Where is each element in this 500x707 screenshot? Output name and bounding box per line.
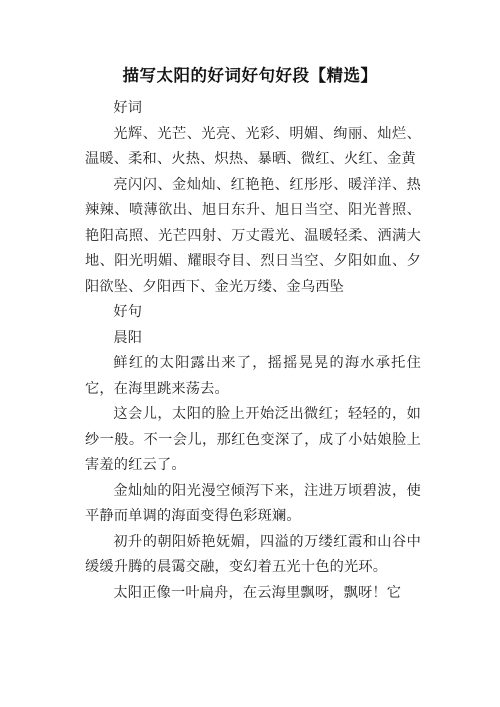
paragraph-sentence-4: 初升的朝阳娇艳妩媚，四溢的万缕红霞和山谷中缓缓升腾的晨霭交融，变幻着五光十色的光环。 <box>85 533 421 575</box>
subsection-heading-morning-sun: 晨阳 <box>113 329 143 346</box>
section-heading-good-sentences: 好句 <box>113 304 143 320</box>
paragraph-sentence-3: 金灿灿的阳光漫空倾泻下来，注进万顷碧波，使平静而单调的海面变得色彩斑斓。 <box>85 482 421 524</box>
paragraph-sentence-1: 鲜红的太阳露出来了，摇摇晃晃的海水承托住它，在海里跳来荡去。 <box>85 355 421 397</box>
paragraph-words-phrases: 亮闪闪、金灿灿、红艳艳、红彤彤、暖洋洋、热辣辣、喷薄欲出、旭日东升、旭日当空、阳光普照、艳阳高照、光芒四射、万丈霞光、温暖轻柔、洒满大地、阳光明媚、耀眼夺目、烈日当空、夕阳如血、夕阳欲坠、夕阳西下、金光万缕、金乌西坠 <box>85 176 421 295</box>
paragraph-sentence-2: 这会儿，太阳的脸上开始泛出微红；轻轻的，如纱一般。不一会儿，那红色变深了，成了小姑娘脸上害羞的红云了。 <box>85 406 421 473</box>
paragraph-sentence-5: 太阳正像一叶扁舟，在云海里飘呀，飘呀！它 <box>113 584 402 601</box>
document-title: 描写太阳的好词好句好段【精选】 <box>122 66 378 85</box>
paragraph-words-two-char: 光辉、光芒、光亮、光彩、明媚、绚丽、灿烂、温暖、柔和、火热、炽热、暴晒、微红、火红、金黄 <box>85 125 421 167</box>
document-body <box>85 96 421 606</box>
section-heading-good-words: 好词 <box>113 100 143 116</box>
